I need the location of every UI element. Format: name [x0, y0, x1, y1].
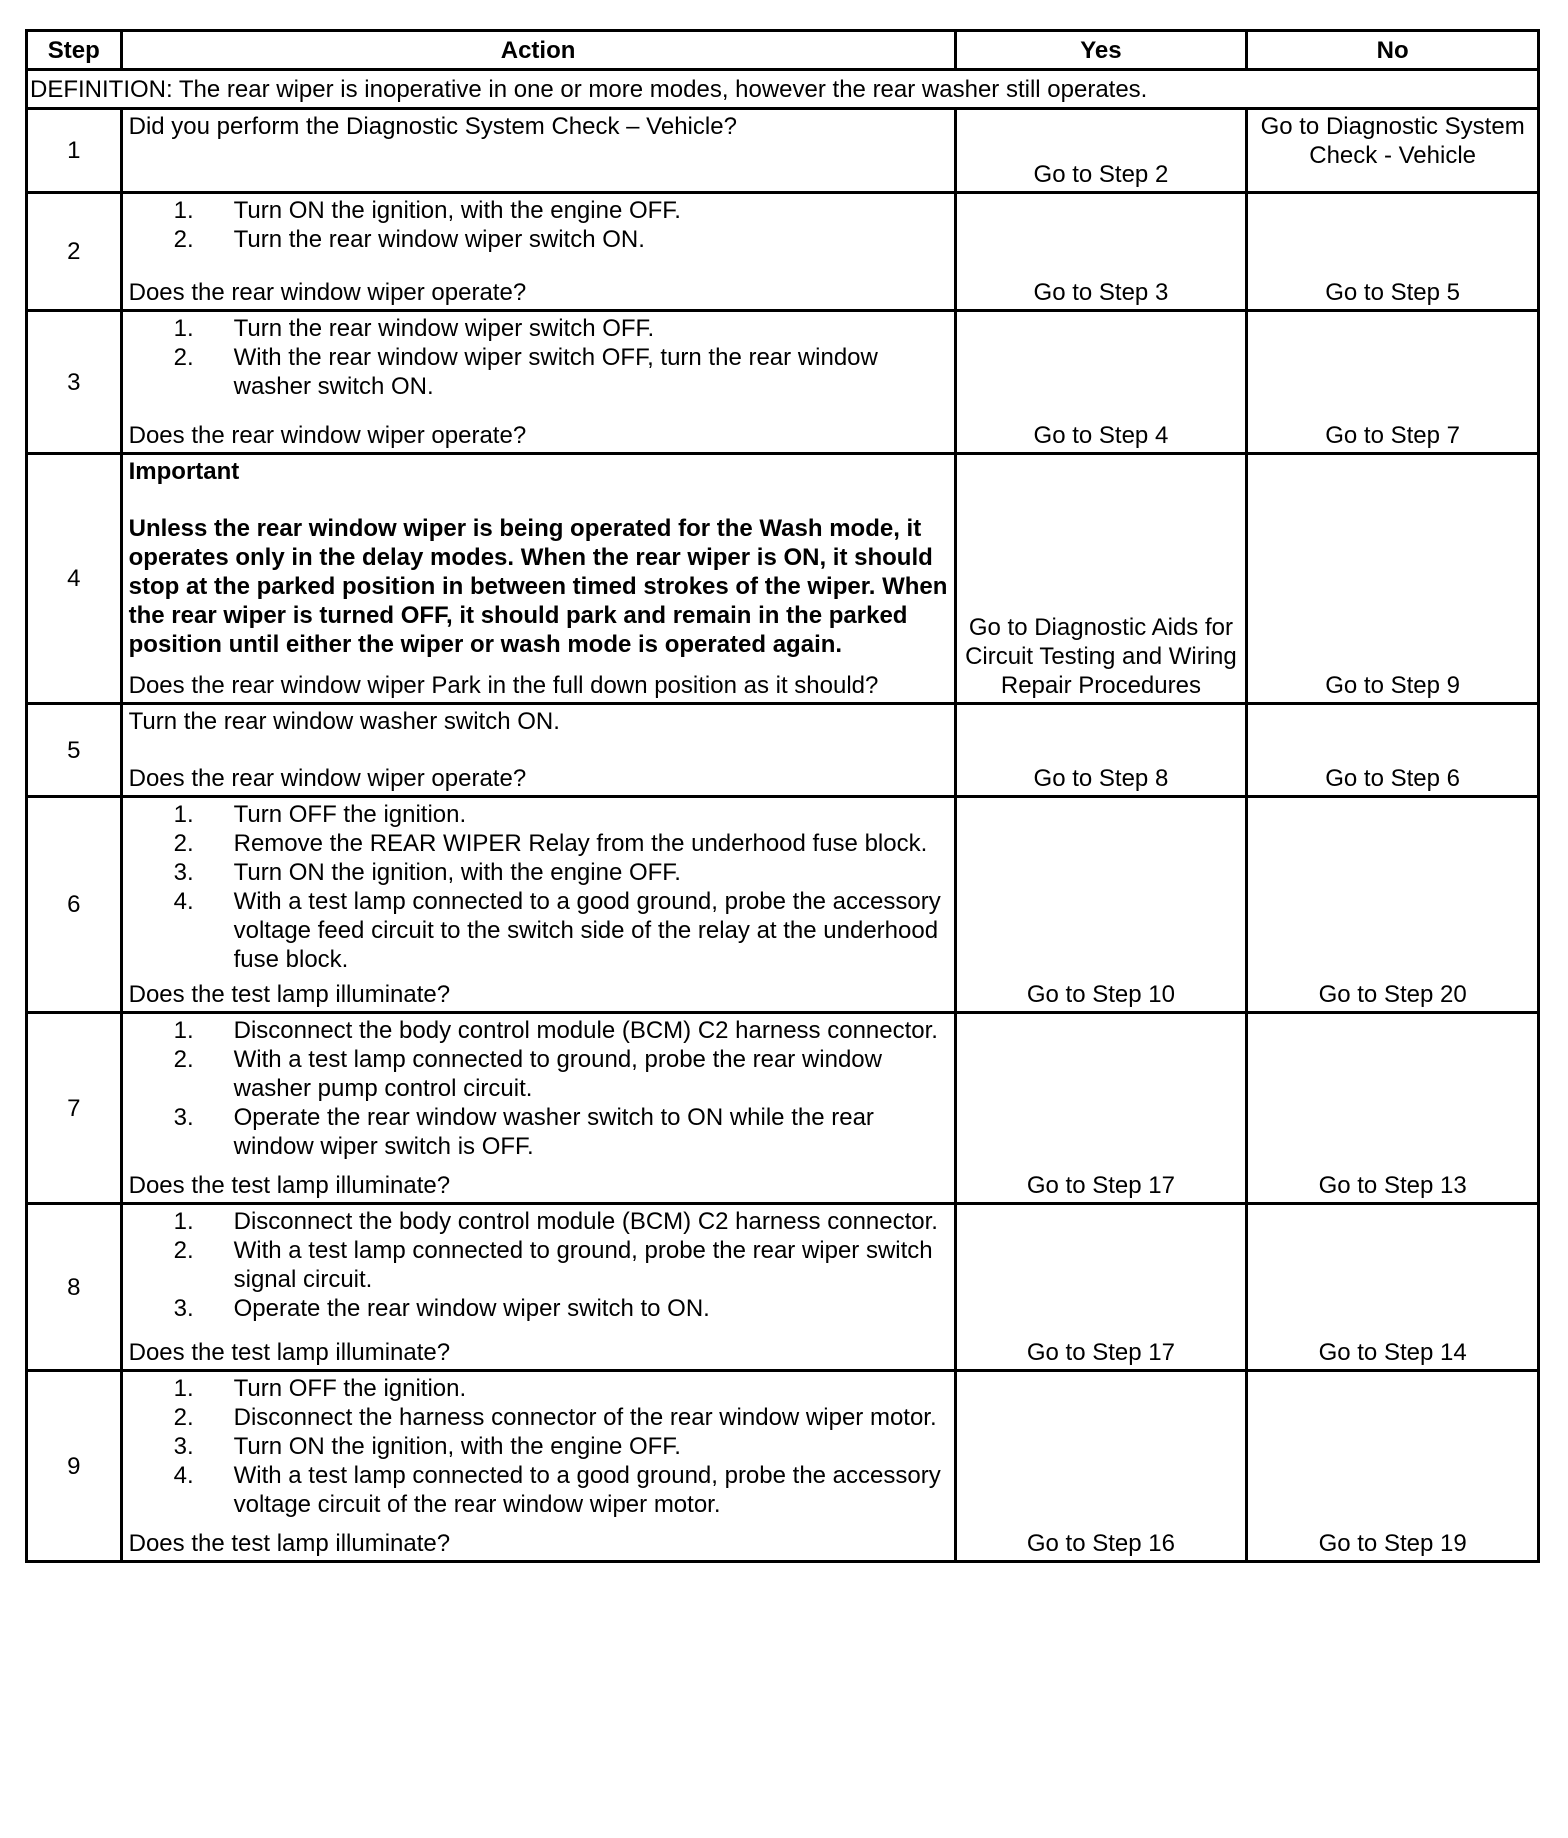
table-row — [27, 109, 1539, 193]
action-list — [129, 1207, 948, 1323]
list-item: 1. Disconnect the body control module (BCM) C2 harness connector. — [173, 1208, 938, 1235]
table-row — [27, 1204, 1539, 1371]
list-item: 2. Disconnect the harness connector of the rear window wiper motor. — [173, 1404, 937, 1431]
action-list — [129, 1016, 948, 1161]
list-item: 3. Operate the rear window washer switch to ON while the rear window wiper switch is OFF. — [173, 1104, 874, 1160]
action-list — [129, 196, 948, 254]
list-item: 2. Turn the rear window wiper switch ON. — [173, 226, 645, 253]
table-row — [27, 1013, 1539, 1204]
action-list — [129, 1374, 948, 1519]
action-question: Does the test lamp illuminate? — [128, 1172, 451, 1199]
step-number: 9 — [27, 1371, 122, 1562]
list-item: 4. With a test lamp connected to a good ground, probe the accessory voltage feed circuit to the switch side of the relay at the underhood fuse block. — [173, 888, 941, 973]
table-row — [27, 1371, 1539, 1562]
action-cell — [121, 797, 955, 1013]
no-cell: Go to Step 20 — [1247, 797, 1539, 1013]
action-cell — [121, 1371, 955, 1562]
action-cell — [121, 704, 955, 797]
list-item: 2. With a test lamp connected to ground, probe the rear window washer pump control circuit. — [173, 1046, 882, 1102]
no-cell: Go to Step 14 — [1247, 1204, 1539, 1371]
header-yes: Yes — [955, 31, 1247, 70]
action-cell — [121, 193, 955, 311]
list-item: 1. Turn OFF the ignition. — [173, 1375, 467, 1402]
header-row — [27, 31, 1539, 70]
step-number: 8 — [27, 1204, 122, 1371]
step-number: 3 — [27, 311, 122, 454]
action-cell — [121, 1013, 955, 1204]
list-item: 2. With the rear window wiper switch OFF, turn the rear window washer switch ON. — [173, 344, 878, 400]
header-step: Step — [27, 31, 122, 70]
list-item: 1. Turn ON the ignition, with the engine OFF. — [173, 197, 681, 224]
yes-cell: Go to Diagnostic Aids for Circuit Testing and Wiring Repair Procedures — [955, 454, 1247, 704]
no-cell: Go to Step 6 — [1247, 704, 1539, 797]
header-action: Action — [121, 31, 955, 70]
table-row — [27, 704, 1539, 797]
list-item: 1. Disconnect the body control module (BCM) C2 harness connector. — [173, 1017, 938, 1044]
yes-cell: Go to Step 3 — [955, 193, 1247, 311]
step-number: 1 — [27, 109, 122, 193]
no-cell: Go to Diagnostic System Check - Vehicle — [1247, 109, 1539, 193]
step-number: 4 — [27, 454, 122, 704]
list-item: 4. With a test lamp connected to a good ground, probe the accessory voltage circuit of the rear window wiper motor. — [173, 1462, 941, 1518]
action-cell — [121, 109, 955, 193]
list-item: 1. Turn the rear window wiper switch OFF. — [173, 315, 655, 342]
yes-cell: Go to Step 16 — [955, 1371, 1247, 1562]
no-cell: Go to Step 19 — [1247, 1371, 1539, 1562]
yes-cell: Go to Step 2 — [955, 109, 1247, 193]
action-list — [129, 800, 948, 974]
action-question: Does the test lamp illuminate? — [128, 1339, 451, 1366]
action-cell — [121, 1204, 955, 1371]
list-item: 3. Operate the rear window wiper switch to ON. — [173, 1295, 710, 1322]
table-row — [27, 797, 1539, 1013]
list-item: 1. Turn OFF the ignition. — [173, 801, 467, 828]
step-number: 2 — [27, 193, 122, 311]
action-cell — [121, 454, 955, 704]
list-item: 3. Turn ON the ignition, with the engine OFF. — [173, 859, 681, 886]
no-cell: Go to Step 13 — [1247, 1013, 1539, 1204]
table-row — [27, 454, 1539, 704]
action-question: Does the test lamp illuminate? — [128, 1530, 451, 1557]
list-item: 3. Turn ON the ignition, with the engine OFF. — [173, 1433, 681, 1460]
table-row — [27, 193, 1539, 311]
action-list — [129, 314, 948, 401]
action-cell — [121, 311, 955, 454]
yes-cell: Go to Step 17 — [955, 1013, 1247, 1204]
step-number: 7 — [27, 1013, 122, 1204]
action-text: Turn the rear window washer switch ON. — [128, 708, 560, 735]
step-number: 5 — [27, 704, 122, 797]
action-question: Does the rear window wiper Park in the full down position as it should? — [128, 672, 879, 699]
yes-cell: Go to Step 4 — [955, 311, 1247, 454]
important-title: Important — [128, 458, 240, 485]
list-item: 2. Remove the REAR WIPER Relay from the underhood fuse block. — [173, 830, 928, 857]
list-item: 2. With a test lamp connected to ground, probe the rear wiper switch signal circuit. — [173, 1237, 933, 1293]
diagnostic-table — [25, 29, 1540, 1563]
important-text: Unless the rear window wiper is being operated for the Wash mode, it operates only in the delay modes. When the rear wiper is ON, it should stop at the parked position in between timed strokes of the wiper. When the rear wiper is turned OFF, it should park and remain in the parked position until either the wiper or wash mode is operated again. — [128, 515, 948, 658]
header-no: No — [1247, 31, 1539, 70]
yes-cell: Go to Step 8 — [955, 704, 1247, 797]
step-number: 6 — [27, 797, 122, 1013]
definition-row — [27, 70, 1539, 109]
table-row — [27, 311, 1539, 454]
action-question: Does the rear window wiper operate? — [128, 279, 527, 306]
no-cell: Go to Step 5 — [1247, 193, 1539, 311]
yes-cell: Go to Step 17 — [955, 1204, 1247, 1371]
definition-text: DEFINITION: The rear wiper is inoperative in one or more modes, however the rear washer still operates. — [27, 70, 1539, 109]
action-question: Does the rear window wiper operate? — [128, 765, 527, 792]
action-text: Did you perform the Diagnostic System Check – Vehicle? — [128, 113, 737, 140]
no-cell: Go to Step 7 — [1247, 311, 1539, 454]
yes-cell: Go to Step 10 — [955, 797, 1247, 1013]
no-cell: Go to Step 9 — [1247, 454, 1539, 704]
action-question: Does the test lamp illuminate? — [128, 981, 451, 1008]
action-question: Does the rear window wiper operate? — [128, 422, 527, 449]
